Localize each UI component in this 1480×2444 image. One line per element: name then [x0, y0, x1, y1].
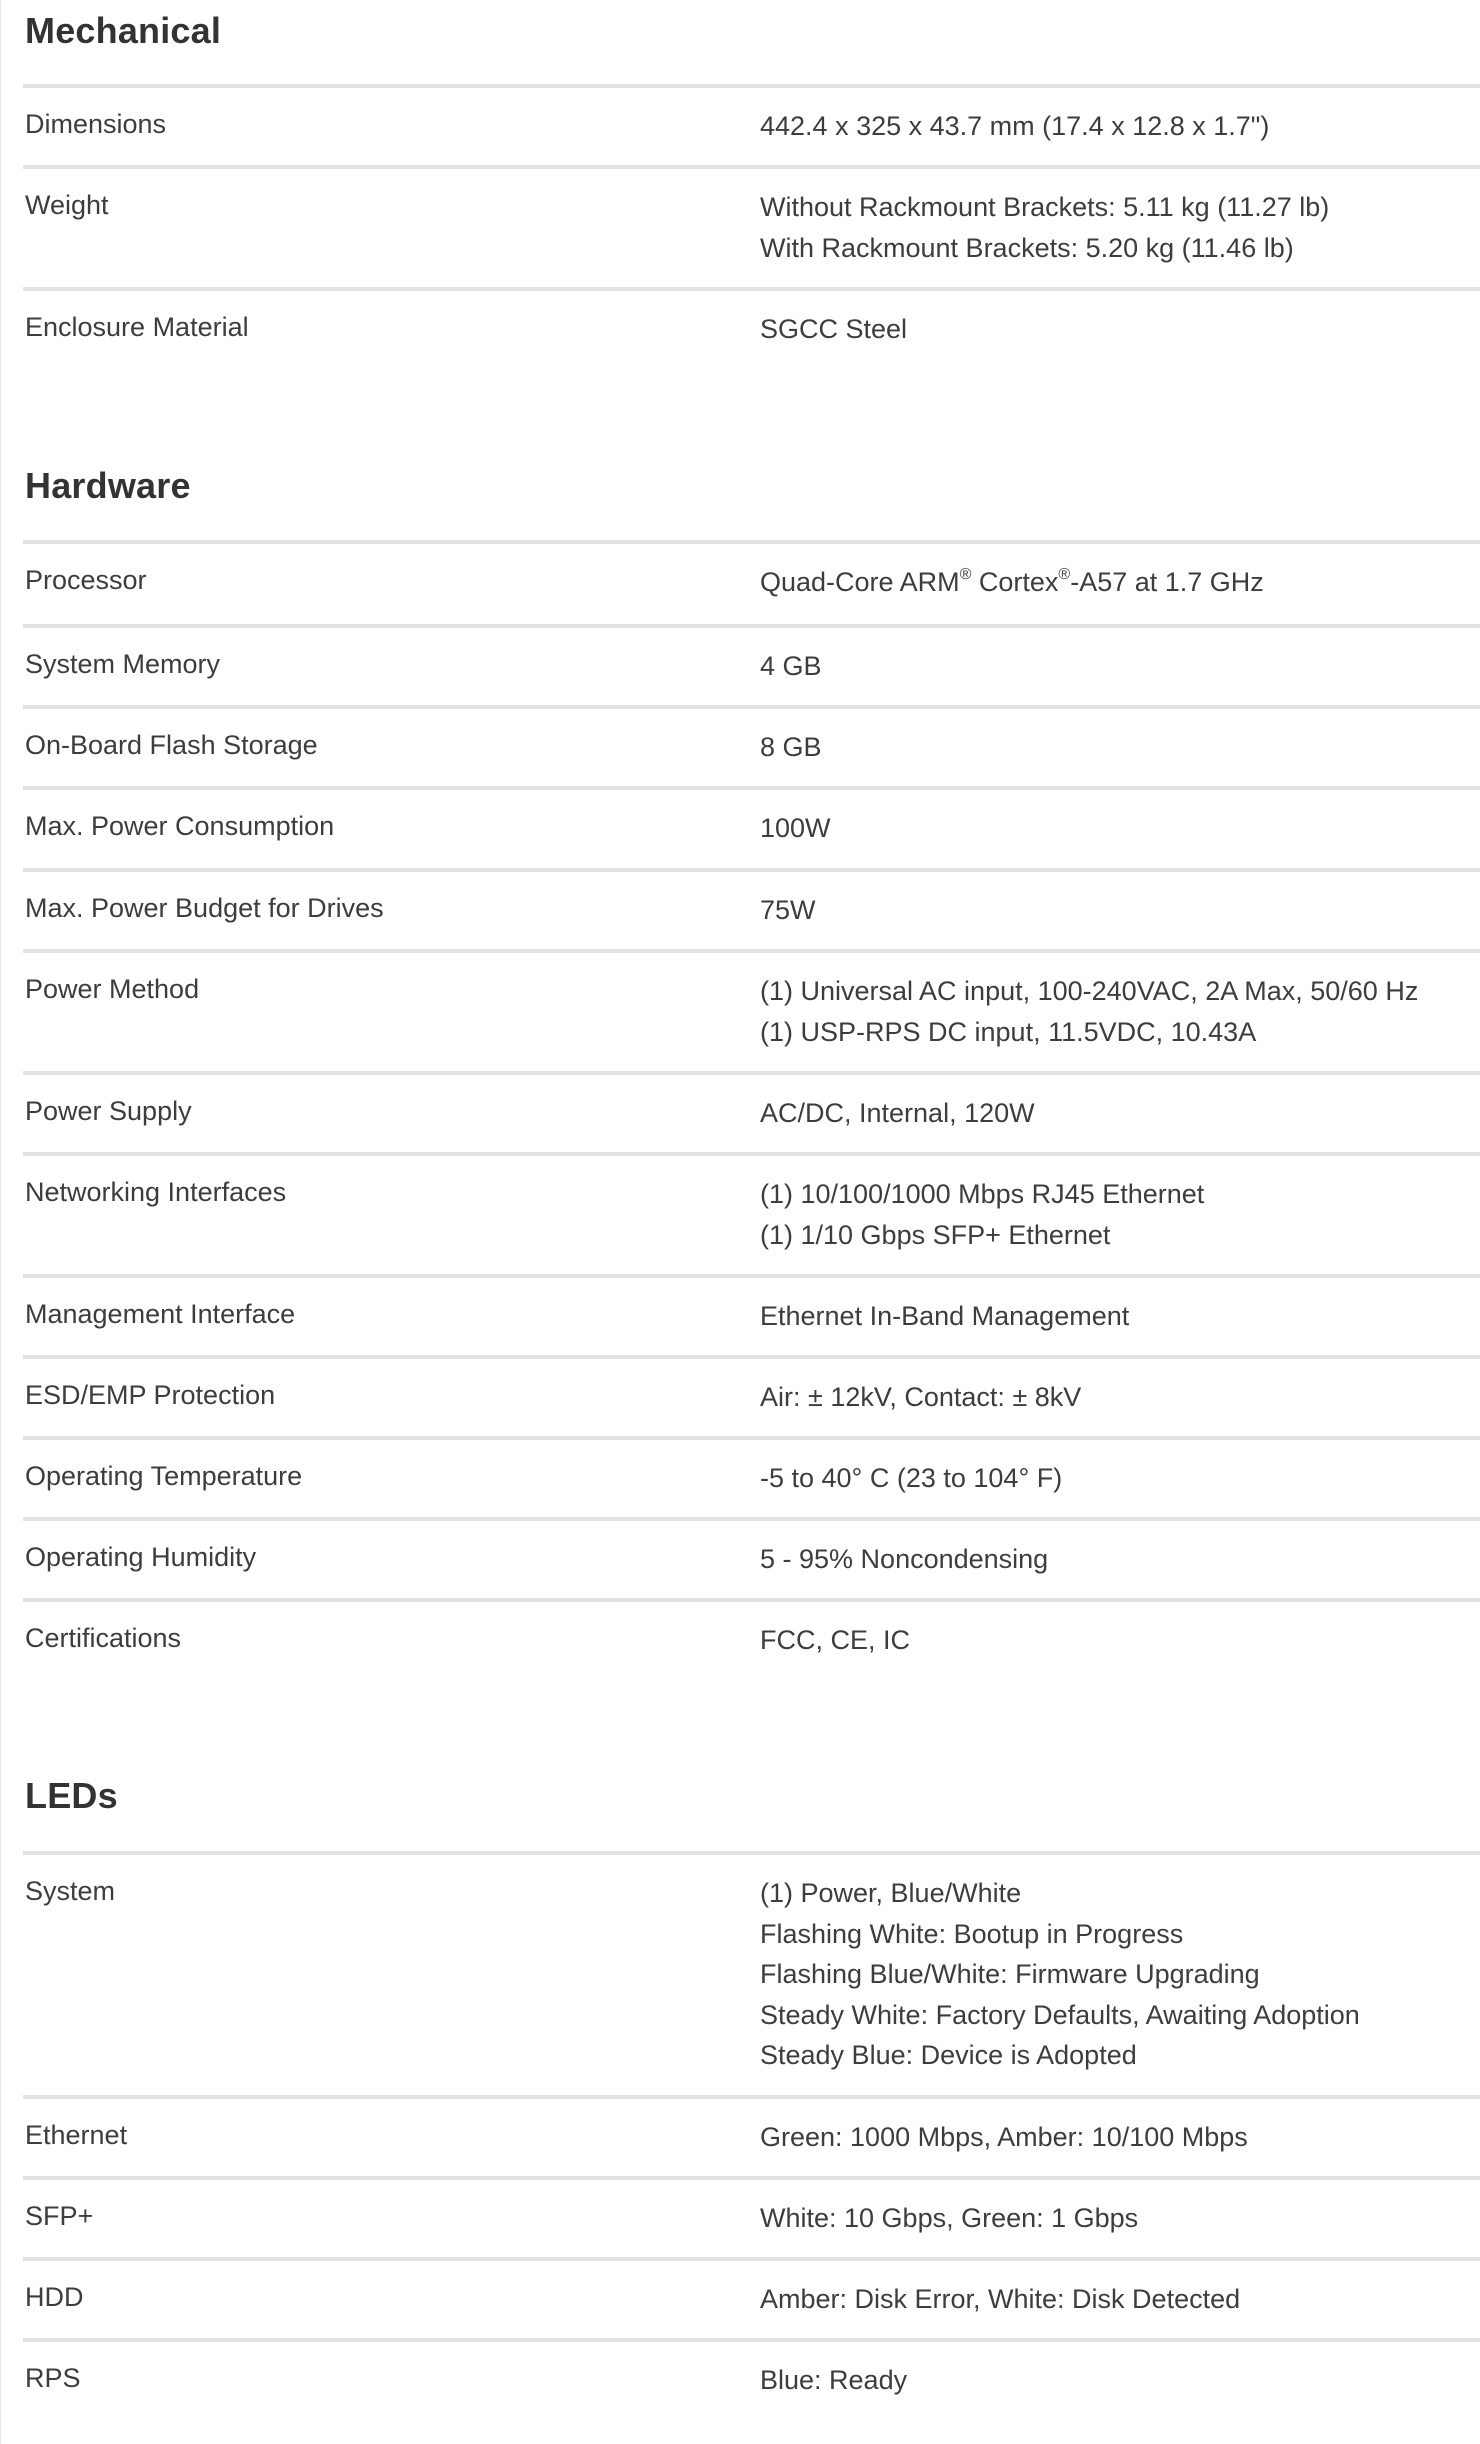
- spec-label: Operating Temperature: [25, 1461, 303, 1491]
- spec-row-certifications: [23, 1598, 1480, 1655]
- spec-row-operating-humidity: [23, 1517, 1480, 1574]
- spec-value-line: 8 GB: [760, 732, 822, 762]
- spec-value: [760, 1539, 1048, 1580]
- spec-label: Dimensions: [25, 109, 167, 139]
- spec-label: HDD: [25, 2282, 84, 2312]
- spec-label: Enclosure Material: [25, 312, 249, 342]
- spec-label: Processor: [25, 565, 147, 595]
- spec-label: Max. Power Budget for Drives: [25, 893, 384, 923]
- spec-label: On-Board Flash Storage: [25, 730, 318, 760]
- spec-label: SFP+: [25, 2201, 94, 2231]
- spec-value: [760, 646, 822, 687]
- spec-row-power-method: [23, 949, 1480, 1047]
- spec-row-system-led: [23, 1851, 1480, 2070]
- spec-value-line: 4 GB: [760, 651, 822, 681]
- spec-value-line: 442.4 x 325 x 43.7 mm (17.4 x 12.8 x 1.7"): [760, 111, 1270, 141]
- processor-value: [760, 562, 1264, 603]
- spec-value: [760, 1174, 1204, 1255]
- spec-row-enclosure-material: [23, 287, 1480, 344]
- spec-value: [760, 187, 1329, 268]
- spec-value-line: 5 - 95% Noncondensing: [760, 1544, 1049, 1574]
- section-title: Mechanical: [25, 10, 222, 51]
- spec-value: [760, 1093, 1035, 1134]
- spec-value: [760, 309, 907, 350]
- spec-value: [760, 2198, 1138, 2239]
- spec-value-line: (1) Universal AC input, 100-240VAC, 2A Max, 50/60 Hz: [760, 976, 1419, 1006]
- spec-value-line: Amber: Disk Error, White: Disk Detected: [760, 2284, 1241, 2314]
- spec-value: [760, 1873, 1360, 2076]
- spec-value-line: AC/DC, Internal, 120W: [760, 1098, 1035, 1128]
- spec-value-line: FCC, CE, IC: [760, 1625, 911, 1655]
- spec-row-rps-led: [23, 2338, 1480, 2395]
- spec-row-hdd-led: [23, 2257, 1480, 2314]
- registered-mark: ®: [1058, 566, 1071, 583]
- spec-value: [760, 1620, 910, 1661]
- spec-value-line: (1) Power, Blue/White: [760, 1878, 1022, 1908]
- spec-value-line: Ethernet In-Band Management: [760, 1301, 1130, 1331]
- spec-value: [760, 562, 1264, 603]
- spec-row-max-power-budget: [23, 868, 1480, 925]
- spec-value: [760, 890, 816, 931]
- spec-value-line: Steady White: Factory Defaults, Awaiting Adoption: [760, 1999, 1360, 2030]
- spec-value-line: Green: 1000 Mbps, Amber: 10/100 Mbps: [760, 2122, 1248, 2152]
- spec-value-line: White: 10 Gbps, Green: 1 Gbps: [760, 2203, 1139, 2233]
- spec-row-networking-interfaces: [23, 1152, 1480, 1250]
- spec-label: Weight: [25, 190, 109, 220]
- spec-value-line: SGCC Steel: [760, 314, 908, 344]
- spec-label: Ethernet: [25, 2120, 128, 2150]
- spec-label: Management Interface: [25, 1299, 296, 1329]
- spec-value-line: Air: ± 12kV, Contact: ± 8kV: [760, 1382, 1082, 1412]
- processor-text-part: -A57 at 1.7 GHz: [1070, 567, 1264, 597]
- spec-row-max-power-consumption: [23, 786, 1480, 843]
- processor-text-part: Cortex: [971, 567, 1059, 597]
- spec-label: Max. Power Consumption: [25, 811, 335, 841]
- spec-value: [760, 727, 822, 768]
- spec-value-line: Without Rackmount Brackets: 5.11 kg (11.27 lb): [760, 192, 1330, 222]
- spec-row-flash-storage: [23, 705, 1480, 762]
- spec-value-line: -5 to 40° C (23 to 104° F): [760, 1463, 1063, 1493]
- spec-row-management-interface: [23, 1274, 1480, 1331]
- spec-value: [760, 808, 831, 849]
- spec-value: [760, 2360, 907, 2401]
- section-title: LEDs: [25, 1775, 118, 1816]
- spec-row-sfp-led: [23, 2176, 1480, 2233]
- spec-value-line: Flashing White: Bootup in Progress: [760, 1918, 1184, 1949]
- spec-row-system-memory: [23, 624, 1480, 681]
- spec-value: [760, 1296, 1129, 1337]
- spec-label: Operating Humidity: [25, 1542, 257, 1572]
- registered-mark: ®: [959, 566, 972, 583]
- spec-label: RPS: [25, 2363, 81, 2393]
- spec-value: [760, 106, 1269, 147]
- spec-value-line: (1) 1/10 Gbps SFP+ Ethernet: [760, 1219, 1111, 1250]
- spec-label: Power Supply: [25, 1096, 192, 1126]
- spec-label: Power Method: [25, 974, 200, 1004]
- spec-row-power-supply: [23, 1071, 1480, 1128]
- spec-label: Certifications: [25, 1623, 182, 1653]
- spec-value-line: 100W: [760, 813, 831, 843]
- spec-value: [760, 2117, 1248, 2158]
- spec-row-ethernet-led: [23, 2095, 1480, 2152]
- spec-row-weight: [23, 165, 1480, 263]
- spec-value-line: With Rackmount Brackets: 5.20 kg (11.46 lb): [760, 232, 1294, 263]
- spec-value: [760, 1377, 1081, 1418]
- spec-label: System: [25, 1876, 116, 1906]
- spec-row-processor: [23, 540, 1480, 597]
- spec-value-line: (1) 10/100/1000 Mbps RJ45 Ethernet: [760, 1179, 1205, 1209]
- spec-value-line: (1) USP-RPS DC input, 11.5VDC, 10.43A: [760, 1016, 1257, 1047]
- spec-value-line: Flashing Blue/White: Firmware Upgrading: [760, 1959, 1260, 1989]
- spec-value: [760, 971, 1418, 1052]
- spec-value-line: 75W: [760, 895, 816, 925]
- spec-label: ESD/EMP Protection: [25, 1380, 276, 1410]
- spec-value-line: Steady Blue: Device is Adopted: [760, 2040, 1137, 2070]
- spec-row-esd-emp-protection: [23, 1355, 1480, 1412]
- spec-label: System Memory: [25, 649, 221, 679]
- spec-label: Networking Interfaces: [25, 1177, 287, 1207]
- spec-value: [760, 1458, 1062, 1499]
- processor-text-part: Quad-Core ARM: [760, 567, 960, 597]
- spec-row-operating-temperature: [23, 1436, 1480, 1493]
- section-title: Hardware: [25, 465, 191, 506]
- spec-row-dimensions: [23, 84, 1480, 141]
- spec-value-line: Blue: Ready: [760, 2365, 908, 2395]
- spec-value: [760, 2279, 1240, 2320]
